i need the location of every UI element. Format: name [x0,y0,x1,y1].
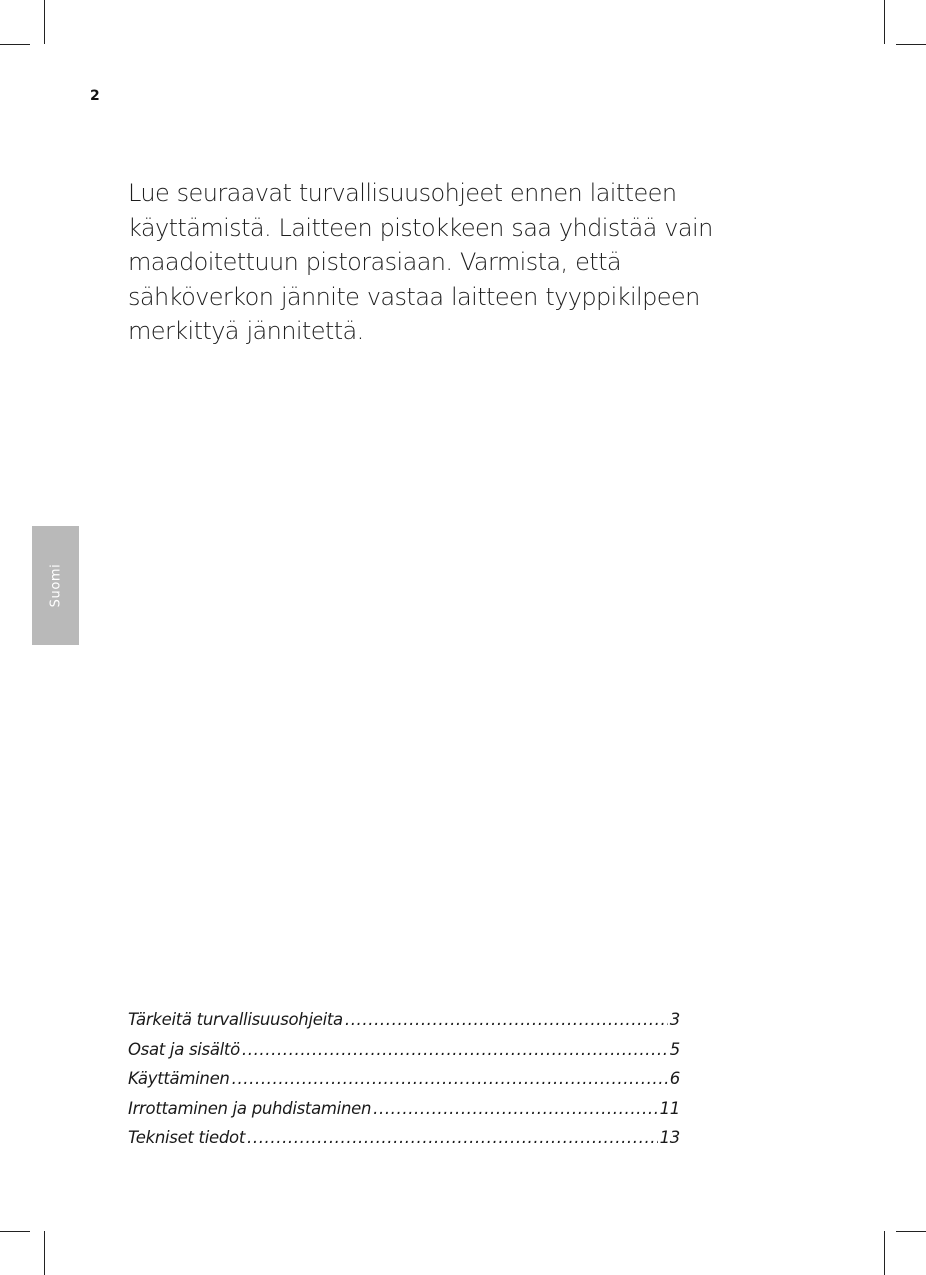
table-of-contents [128,1010,680,1158]
toc-entry [128,1010,680,1040]
crop-mark-top-right-vertical [884,0,885,44]
toc-leader-dots [345,1010,668,1029]
crop-mark-bottom-right-horizontal [896,1231,926,1232]
crop-mark-top-right-horizontal [896,44,926,45]
toc-leader-dots [242,1040,668,1059]
crop-mark-bottom-left-horizontal [0,1231,30,1232]
crop-mark-top-left-vertical [44,0,45,44]
toc-entry [128,1128,680,1158]
safety-intro-paragraph: Lue seuraavat turvallisuusohjeet ennen laitteen käyttämistä. Laitteen pistokkeen saa yhdistää vain maadoitettuun pistorasiaan. Varmista, että sähköverkon jännite vastaa laitteen tyyppikilpeen merkittyä jännitettä. [128,179,713,345]
toc-entry-page: 11 [659,1098,680,1118]
toc-entry-title: Irrottaminen ja puhdistaminen [128,1098,372,1118]
page-number: 2 [90,88,100,104]
toc-entry [128,1069,680,1099]
toc-leader-dots [232,1069,668,1088]
toc-entry-title: Tekniset tiedot [128,1128,245,1147]
toc-leader-dots [247,1128,658,1147]
crop-mark-bottom-left-vertical [44,1231,45,1275]
toc-entry-page: 3 [669,1010,680,1029]
toc-entry-title: Käyttäminen [128,1069,230,1088]
toc-entry-title: Osat ja sisältö [128,1039,240,1059]
toc-entry [128,1099,680,1129]
toc-entry-page: 13 [659,1128,680,1147]
toc-entry-page: 5 [669,1039,680,1059]
language-tab [32,526,79,645]
language-tab-label: Suomi [47,563,63,608]
toc-entry-page: 6 [669,1069,680,1088]
toc-entry-title: Tärkeitä turvallisuusohjeita [128,1010,343,1029]
toc-leader-dots [373,1099,657,1118]
crop-mark-bottom-right-vertical [884,1231,885,1275]
crop-mark-top-left-horizontal [0,44,30,45]
toc-entry [128,1040,680,1070]
